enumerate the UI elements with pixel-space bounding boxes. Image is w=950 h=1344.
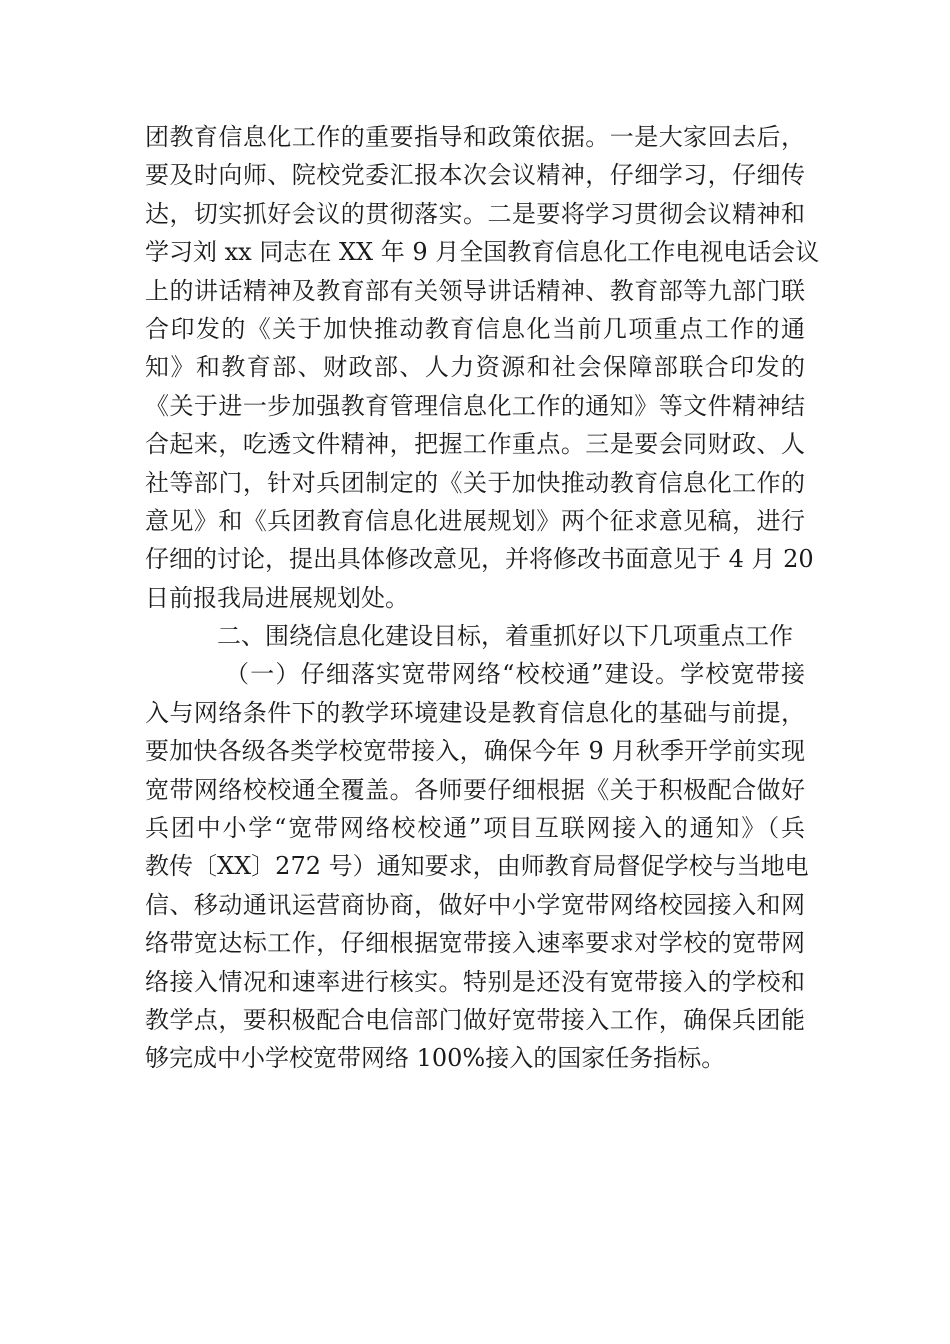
text-line: 要及时向师、院校党委汇报本次会议精神，仔细学习，仔细传 (145, 161, 805, 190)
text-line: 合起来，吃透文件精神，把握工作重点。三是要会同财政、人 (145, 430, 805, 459)
section-heading: 二、围绕信息化建设目标，着重抓好以下几项重点工作 (217, 622, 793, 651)
text-line: 学习刘 xx 同志在 XX 年 9 月全国教育信息化工作电视电话会议 (145, 238, 820, 267)
text-line: 入与网络条件下的教学环境建设是教育信息化的基础与前提， (145, 698, 805, 727)
text-line: 信、移动通讯运营商协商，做好中小学宽带网络校园接入和网 (145, 890, 805, 919)
text-line: 络接入情况和速率进行核实。特别是还没有宽带接入的学校和 (145, 967, 805, 996)
text-line: 仔细的讨论，提出具体修改意见，并将修改书面意见于 4 月 20 (145, 545, 814, 574)
text-line: 团教育信息化工作的重要指导和政策依据。一是大家回去后， (145, 123, 805, 151)
text-line: 够完成中小学校宽带网络 100%接入的国家任务指标。 (145, 1044, 726, 1073)
text-line: 知》和教育部、财政部、人力资源和社会保障部联合印发的 (145, 353, 805, 382)
text-line: 日前报我局进展规划处。 (145, 583, 409, 612)
text-line: 社等部门，针对兵团制定的《关于加快推动教育信息化工作的 (145, 468, 805, 497)
text-line: 意见》和《兵团教育信息化进展规划》两个征求意见稿，进行 (145, 506, 805, 535)
text-line: 教学点，要积极配合电信部门做好宽带接入工作，确保兵团能 (145, 1005, 805, 1034)
text-line: 教传〔XX〕272 号）通知要求，由师教育局督促学校与当地电 (145, 852, 809, 881)
text-line: 达，切实抓好会议的贯彻落实。二是要将学习贯彻会议精神和 (145, 199, 805, 228)
paragraph-2 (145, 655, 809, 1077)
text-line: 上的讲话精神及教育部有关领导讲话精神、教育部等九部门联 (145, 276, 805, 305)
text-line: 要加快各级各类学校宽带接入，确保今年 9 月秋季开学前实现 (145, 737, 805, 766)
text-line: 《关于进一步加强教育管理信息化工作的通知》等文件精神结 (145, 391, 805, 420)
subsection-heading-line: （一）仔细落实宽带网络“校校通”建设。学校宽带接 (225, 660, 805, 689)
document-body (145, 118, 820, 1078)
text-line: 宽带网络校校通全覆盖。各师要仔细根据《关于积极配合做好 (145, 775, 805, 804)
text-line: 络带宽达标工作，仔细根据宽带接入速率要求对学校的宽带网 (145, 929, 805, 958)
text-line: 合印发的《关于加快推动教育信息化当前几项重点工作的通 (145, 314, 805, 343)
text-line: 兵团中小学“宽带网络校校通”项目互联网接入的通知》（兵 (145, 814, 805, 843)
paragraph-1 (145, 118, 820, 617)
